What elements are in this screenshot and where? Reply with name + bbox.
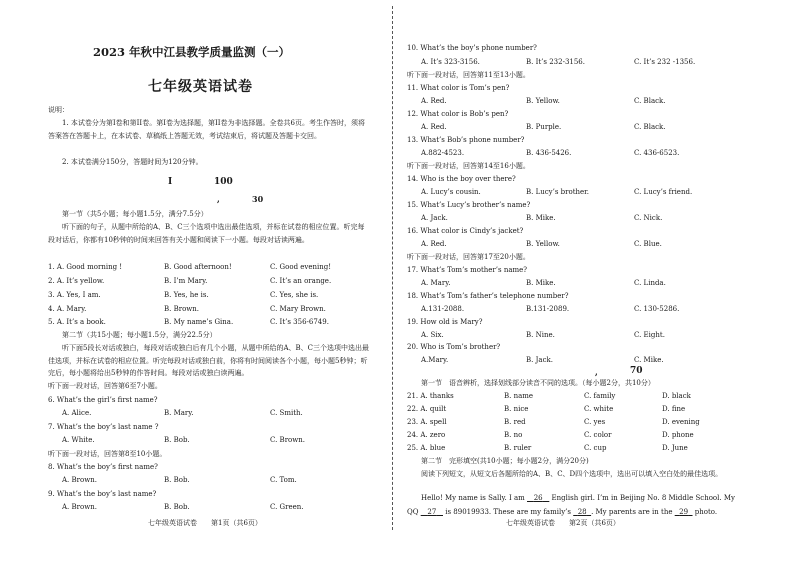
question-12: 12. What color is Bob’s pen? [407, 110, 509, 118]
q5-option-a[interactable]: 5. A. It’s a book. [48, 318, 106, 326]
cloze-text-2c: . My parents are in the [591, 508, 675, 516]
q19-option-b[interactable]: B. Nine. [526, 331, 555, 339]
q24-option-d[interactable]: D. phone [662, 431, 694, 439]
q18-option-c[interactable]: C. 130-5286. [634, 305, 680, 313]
q1-option-a[interactable]: 1. A. Good morning ! [48, 263, 123, 271]
note-2: 2. 本试卷满分150分，答题时间为120分钟。 [62, 158, 203, 166]
q3-option-a[interactable]: 3. A. Yes, I am. [48, 291, 101, 299]
question-13: 13. What’s Bob’s phone number? [407, 136, 525, 144]
cloze-line-2 [407, 508, 717, 516]
blank-27-number: 27 [427, 508, 437, 516]
right-page [394, 0, 794, 561]
notes-label: 说明： [48, 106, 69, 114]
q2-option-b[interactable]: B. I’m Mary. [164, 277, 208, 285]
q22-option-b[interactable]: B. nice [504, 405, 529, 413]
q23-option-c[interactable]: C. yes [584, 418, 606, 426]
note-1: 1. 本试卷分为第I卷和第II卷。第I卷为选择题，第II卷为非选择题。全卷共6页。考生作答时，须将答案答在答题卡上，在本试卷、草稿纸上答题无效，考试结束后，将试题及答题卡交回。 [48, 119, 365, 140]
q7-option-c[interactable]: C. Brown. [270, 436, 305, 444]
section1-instructions: 听下面的句子，从题中所给的A、B、C三个选项中选出最佳选项，并标在试卷的相应位置。听完每段对话后，你都有10秒钟的时间来回答有关小题和阅读下一小题。每段对话读两遍。 [48, 223, 365, 244]
q13-option-b[interactable]: B. 436-5426. [526, 149, 572, 157]
blank-27[interactable] [421, 508, 443, 516]
q16-option-a[interactable]: A. Red. [421, 240, 447, 248]
q2-option-a[interactable]: 2. A. It’s yellow. [48, 277, 105, 285]
page-footer-2: 七年级英语试卷 第2页（共6页） [506, 519, 620, 527]
q15-option-c[interactable]: C. Nick. [634, 214, 663, 222]
question-9: 9. What’s the boy’s last name? [48, 490, 157, 498]
page-footer-1: 七年级英语试卷 第1页（共6页） [148, 519, 262, 527]
question-15: 15. What’s Lucy’s brother’s name? [407, 201, 531, 209]
question-7: 7. What’s the boy’s last name ? [48, 423, 159, 431]
q11-option-c[interactable]: C. Black. [634, 97, 666, 105]
q24-option-c[interactable]: C. color [584, 431, 612, 439]
listen-instruction-5: 听下面一段对话，回答第17至20小题。 [407, 253, 530, 261]
q25-option-d[interactable]: D. June [662, 444, 688, 452]
q20-option-b[interactable]: B. Jack. [526, 356, 553, 364]
q17-option-a[interactable]: A. Mary. [421, 279, 451, 287]
q22-option-d[interactable]: D. fine [662, 405, 686, 413]
comma-mark: , [217, 194, 220, 204]
question-8: 8. What’s the boy’s first name? [48, 463, 158, 471]
question-10: 10. What’s the boy’s phone number? [407, 44, 537, 52]
question-17: 17. What’s Tom’s mother’s name? [407, 266, 528, 274]
cloze-text-1a: Hello! My name is Sally. I am [421, 494, 528, 502]
part-score-2: 70 [630, 366, 643, 376]
q14-option-a[interactable]: A. Lucy’s cousin. [421, 188, 481, 196]
question-18: 18. What’s Tom’s father’s telephone number? [407, 292, 569, 300]
q21-option-a[interactable]: 21. A. thanks [407, 392, 454, 400]
blank-29[interactable] [675, 508, 693, 516]
part-score: 100 [214, 177, 233, 187]
q13-option-c[interactable]: C. 436-6523. [634, 149, 680, 157]
q24-option-a[interactable]: 24. A. zero [407, 431, 446, 439]
section2-instructions: 听下面5段长对话或独白，每段对话或独白后有几个小题，从题中所给的A、B、C三个选项中选出最佳选项，并标在试卷的相应位置。听完每段对话或独白前，你将有时间阅读各个小题，每小题5秒钟；听完后，每小题将给出5秒钟的作答时间。每段对话或独白读两遍。 [48, 344, 370, 377]
q2-option-c[interactable]: C. It’s an orange. [270, 277, 332, 285]
section-score: 30 [252, 194, 264, 204]
q17-option-b[interactable]: B. Mike. [526, 279, 556, 287]
q9-option-a[interactable]: A. Brown. [62, 503, 97, 511]
section1-header: 第一节（共5小题；每小题1.5分，满分7.5分） [62, 210, 208, 218]
q20-option-a[interactable]: A.Mary. [421, 356, 449, 364]
phonetics-header: 第一节 语音辨析，选择划线部分读音不同的选项。（每小题2分，共10分） [421, 379, 655, 387]
q9-option-b[interactable]: B. Bob. [164, 503, 190, 511]
q21-option-d[interactable]: D. black [662, 392, 691, 400]
q8-option-a[interactable]: A. Brown. [62, 476, 97, 484]
q25-option-a[interactable]: 25. A. blue [407, 444, 446, 452]
left-page [0, 0, 393, 561]
listen-instruction-2: 听下面一段对话，回答第8至10小题。 [48, 450, 167, 458]
q20-option-c[interactable]: C. Mike. [634, 356, 664, 364]
part-number: I [168, 177, 173, 187]
q21-option-c[interactable]: C. family [584, 392, 616, 400]
q18-option-a[interactable]: A.131-2088. [421, 305, 465, 313]
q23-option-d[interactable]: D. evening [662, 418, 700, 426]
exam-title: 2023 年秋中江县教学质量监测（一） [93, 45, 291, 59]
q22-option-a[interactable]: 22. A. quilt [407, 405, 447, 413]
q14-option-b[interactable]: B. Lucy’s brother. [526, 188, 589, 196]
q10-option-c[interactable]: C. It’s 232 -1356. [634, 58, 696, 66]
cloze-text-2d: photo. [692, 508, 718, 516]
q16-option-b[interactable]: B. Yellow. [526, 240, 560, 248]
q4-option-a[interactable]: 4. A. Mary. [48, 305, 87, 313]
q14-option-c[interactable]: C. Lucy’s friend. [634, 188, 693, 196]
q12-option-c[interactable]: C. Black. [634, 123, 666, 131]
q5-option-b[interactable]: B. My name’s Gina. [164, 318, 234, 326]
q9-option-c[interactable]: C. Green. [270, 503, 304, 511]
question-19: 19. How old is Mary? [407, 318, 483, 326]
q15-option-b[interactable]: B. Mike. [526, 214, 556, 222]
listen-instruction-4: 听下面一段对话，回答第14至16小题。 [407, 162, 530, 170]
cloze-text-1b: English girl. I’m in Beijing No. 8 Middle School. My [549, 494, 735, 502]
q6-option-c[interactable]: C. Smith. [270, 409, 303, 417]
q3-option-b[interactable]: B. Yes, he is. [164, 291, 209, 299]
q25-option-c[interactable]: C. cup [584, 444, 607, 452]
q19-option-c[interactable]: C. Eight. [634, 331, 665, 339]
q8-option-c[interactable]: C. Tom. [270, 476, 297, 484]
q6-option-a[interactable]: A. Alice. [62, 409, 92, 417]
question-11: 11. What color is Tom’s pen? [407, 84, 510, 92]
section2-header: 第二节（共15小题；每小题1.5分，满分22.5分） [62, 331, 217, 339]
q3-option-c[interactable]: C. Yes, she is. [270, 291, 319, 299]
blank-28[interactable] [573, 508, 591, 516]
q12-option-b[interactable]: B. Purple. [526, 123, 562, 131]
q7-option-b[interactable]: B. Bob. [164, 436, 190, 444]
listen-instruction-3: 听下面一段对话，回答第11至13小题。 [407, 71, 530, 79]
cloze-instructions: 阅读下列短文，从短文后各题所给的A、B、C、D四个选项中，选出可以填入空白处的最佳选项。 [421, 470, 723, 478]
listen-instruction-1: 听下面一段对话，回答第6至7小题。 [48, 382, 162, 390]
q5-option-c[interactable]: C. It’s 356-6749. [270, 318, 329, 326]
q15-option-a[interactable]: A. Jack. [421, 214, 448, 222]
q12-option-a[interactable]: A. Red. [421, 123, 447, 131]
q4-option-c[interactable]: C. Mary Brown. [270, 305, 326, 313]
blank-28-number: 28 [577, 508, 587, 516]
q25-option-b[interactable]: B. ruler [504, 444, 532, 452]
cloze-text-2a: QQ [407, 508, 421, 516]
q22-option-c[interactable]: C. white [584, 405, 614, 413]
q1-option-c[interactable]: C. Good evening! [270, 263, 332, 271]
cloze-header: 第二节 完形填空(共10小题；每小题2分，满分20分) [421, 457, 589, 465]
q23-option-b[interactable]: B. red [504, 418, 526, 426]
q19-option-a[interactable]: A. Six. [421, 331, 444, 339]
q10-option-b[interactable]: B. It’s 232-3156. [526, 58, 585, 66]
q7-option-a[interactable]: A. White. [62, 436, 95, 444]
q6-option-b[interactable]: B. Mary. [164, 409, 194, 417]
blank-29-number: 29 [679, 508, 689, 516]
cloze-line-1 [421, 494, 735, 502]
q16-option-c[interactable]: C. Blue. [634, 240, 662, 248]
q13-option-a[interactable]: A.882-4523. [421, 149, 465, 157]
question-14: 14. Who is the boy over there? [407, 175, 516, 183]
q10-option-a[interactable]: A. It’s 323-3156. [421, 58, 480, 66]
question-6: 6. What’s the girl’s first name? [48, 396, 158, 404]
q24-option-b[interactable]: B. no [504, 431, 523, 439]
q23-option-a[interactable]: 23. A. spell [407, 418, 447, 426]
blank-26[interactable] [527, 494, 549, 502]
q1-option-b[interactable]: B. Good afternoon! [164, 263, 232, 271]
q11-option-a[interactable]: A. Red. [421, 97, 447, 105]
blank-26-number: 26 [533, 494, 543, 502]
q4-option-b[interactable]: B. Brown. [164, 305, 200, 313]
q17-option-c[interactable]: C. Linda. [634, 279, 666, 287]
question-16: 16. What color is Cindy’s jacket? [407, 227, 524, 235]
comma-mark-2: , [595, 367, 598, 377]
q18-option-b[interactable]: B.131-2089. [526, 305, 570, 313]
cloze-text-2b: is 89019933. These are my family’s [443, 508, 574, 516]
exam-subtitle: 七年级英语试卷 [148, 79, 253, 95]
q8-option-b[interactable]: B. Bob. [164, 476, 190, 484]
q11-option-b[interactable]: B. Yellow. [526, 97, 560, 105]
q21-option-b[interactable]: B. name [504, 392, 534, 400]
question-20: 20. Who is Tom’s brother? [407, 343, 501, 351]
